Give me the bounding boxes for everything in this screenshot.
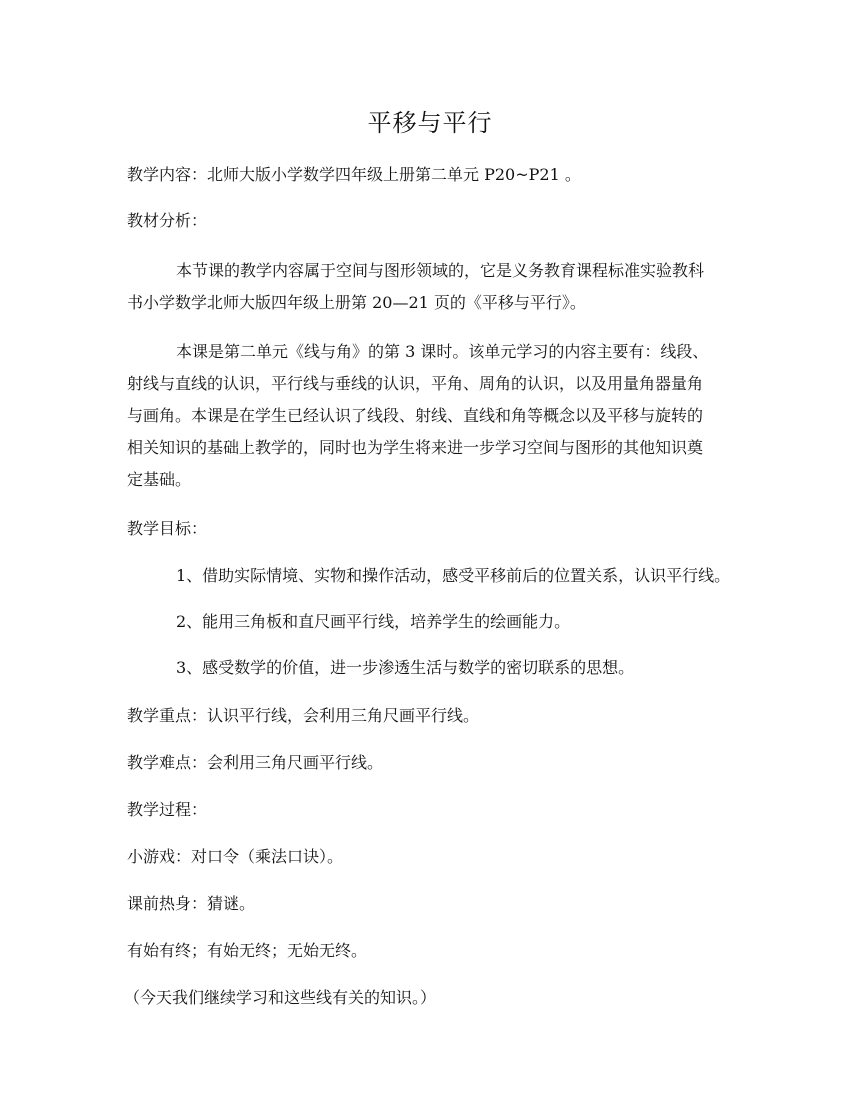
- warm-up-line: 课前热身：猜谜。: [127, 894, 256, 913]
- material-analysis-heading: 教材分析：: [127, 211, 208, 230]
- analysis-paragraph-1-line-1: 本节课的教学内容属于空间与图形领域的，它是义务教育课程标准实验教科: [176, 261, 705, 280]
- analysis-paragraph-2-line-2: 射线与直线的认识，平行线与垂线的认识，平角、周角的认识，以及用量角器量角: [127, 374, 704, 393]
- teaching-goals-heading: 教学目标：: [127, 519, 208, 538]
- teaching-content-line: 教学内容：北师大版小学数学四年级上册第二单元 P20~P21 。: [127, 165, 581, 184]
- goal-item-1: 1、借助实际情境、实物和操作活动，感受平移前后的位置关系，认识平行线。: [176, 566, 731, 585]
- document-title: 平移与平行: [367, 109, 493, 137]
- analysis-paragraph-1-line-2: 书小学数学北师大版四年级上册第 20—21 页的《平移与平行》。: [127, 293, 586, 312]
- analysis-paragraph-2-line-5: 定基础。: [127, 470, 192, 489]
- riddle-line: 有始有终；有始无终；无始无终。: [127, 941, 368, 960]
- goal-item-3: 3、感受数学的价值，进一步渗透生活与数学的密切联系的思想。: [176, 658, 635, 677]
- goal-item-2: 2、能用三角板和直尺画平行线，培养学生的绘画能力。: [176, 612, 571, 631]
- transition-note-line: （今天我们继续学习和这些线有关的知识。）: [124, 988, 437, 1007]
- analysis-paragraph-2-line-3: 与画角。本课是在学生已经认识了线段、射线、直线和角等概念以及平移与旋转的: [127, 406, 704, 425]
- analysis-paragraph-2-line-1: 本课是第二单元《线与角》的第 3 课时。该单元学习的内容主要有：线段、: [176, 342, 709, 361]
- teaching-difficulty-line: 教学难点：会利用三角尺画平行线。: [127, 753, 384, 772]
- analysis-paragraph-2-line-4: 相关知识的基础上教学的，同时也为学生将来进一步学习空间与图形的其他知识奠: [127, 438, 704, 457]
- teaching-process-heading: 教学过程：: [127, 800, 208, 819]
- teaching-focus-line: 教学重点：认识平行线，会利用三角尺画平行线。: [127, 706, 480, 725]
- mini-game-line: 小游戏：对口令（乘法口诀）。: [127, 847, 344, 866]
